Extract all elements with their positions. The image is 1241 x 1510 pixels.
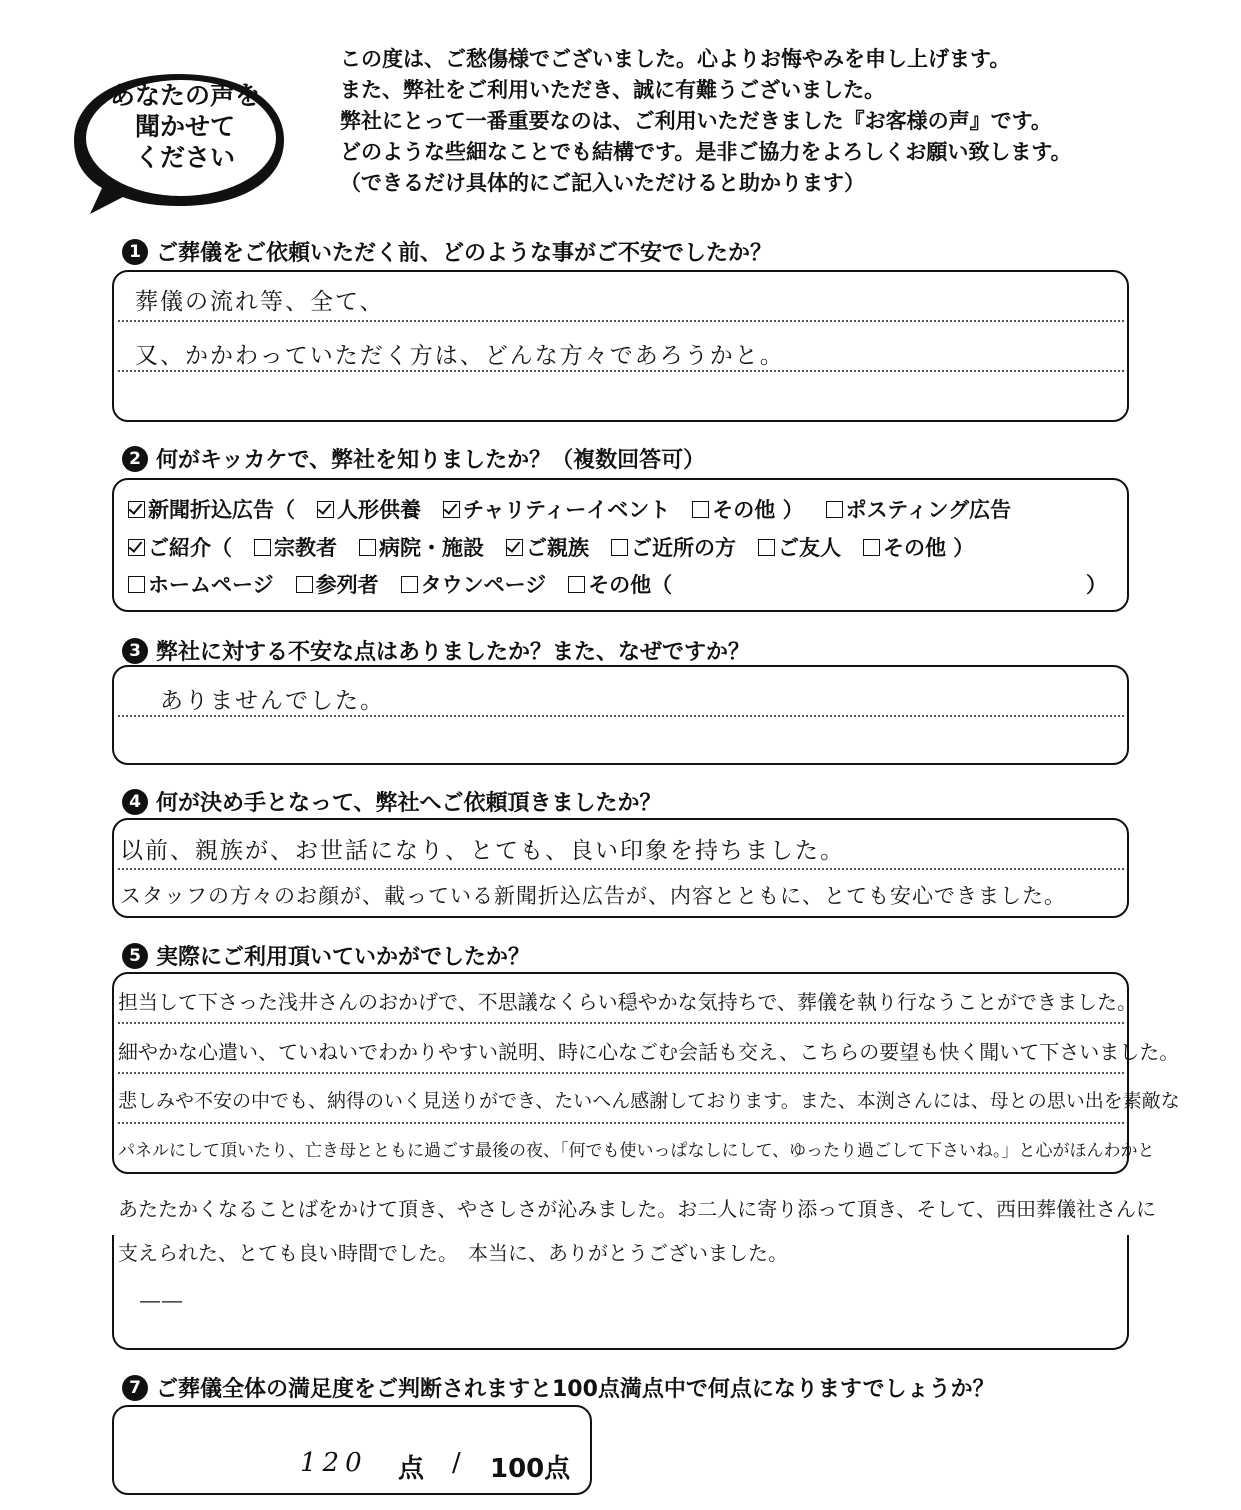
- question-2: 2 何がキッカケで、弊社を知りましたか？（複数回答可）: [122, 443, 705, 474]
- source-option[interactable]: [568, 569, 672, 599]
- checkbox-icon[interactable]: [443, 501, 460, 518]
- bubble-title: あなたの声を 聞かせて ください: [109, 81, 260, 172]
- source-option[interactable]: [692, 494, 803, 524]
- other-close-paren: ）: [1086, 573, 1107, 597]
- option-label: チャリティーイベント: [463, 498, 671, 522]
- score-value: 120: [300, 1448, 368, 1478]
- question-4: 4 何が決め手となって、弊社へご依頼頂きましたか？: [122, 786, 662, 817]
- checkbox-icon[interactable]: [254, 539, 271, 556]
- question-5: 5 実際にご利用頂いていかがでしたか？: [122, 940, 530, 971]
- source-option[interactable]: [128, 569, 274, 599]
- question-3: 3 弊社に対する不安な点はありましたか？また、なぜですか？: [122, 635, 750, 666]
- option-label: その他 ）: [712, 498, 804, 522]
- source-options-row-3: [128, 569, 694, 599]
- score-max: 100点: [490, 1454, 571, 1484]
- checkbox-icon[interactable]: [611, 539, 628, 556]
- source-options-row-1: [128, 494, 1033, 524]
- intro-text: この度は、ご愁傷様でございました。心よりお悔やみを申し上げます。 また、弊社をご利用いただき、誠に有難うございました。 弊社にとって一番重要なのは、ご利用いただきました『お客様の声』です。 どのような些細なことでも結構です。是非ご協力をよろしくお願い致します。 （できるだけ具体的にご記入いただけると助かります）: [340, 47, 1072, 195]
- checkbox-icon[interactable]: [863, 539, 880, 556]
- option-label: 新聞折込広告（: [148, 498, 295, 522]
- question-number: 2: [122, 446, 148, 472]
- checkbox-icon[interactable]: [128, 501, 145, 518]
- checkbox-icon[interactable]: [317, 501, 334, 518]
- dotted-line: [118, 1072, 1124, 1074]
- source-option[interactable]: [863, 532, 974, 562]
- option-label: 宗教者: [274, 536, 337, 560]
- option-label: ご親族: [526, 536, 589, 560]
- option-label: ご紹介（: [148, 536, 232, 560]
- answer-5-line-2: 細やかな心遣い、ていねいでわかりやすい説明、時に心なごむ会話も交え、こちらの要望も快く聞いて下さいました。: [118, 1040, 1180, 1064]
- question-number: 5: [122, 943, 148, 969]
- question-1: 1 ご葬儀をご依頼いただく前、どのような事がご不安でしたか？: [122, 236, 772, 267]
- source-option[interactable]: [128, 494, 295, 524]
- option-label: その他 ）: [883, 536, 975, 560]
- source-option[interactable]: [128, 532, 232, 562]
- source-option[interactable]: [296, 569, 379, 599]
- checkbox-icon[interactable]: [826, 501, 843, 518]
- source-option[interactable]: [254, 532, 337, 562]
- dotted-line: [118, 1122, 1124, 1124]
- question-number: 4: [122, 789, 148, 815]
- source-option[interactable]: [359, 532, 484, 562]
- checkbox-icon[interactable]: [401, 576, 418, 593]
- option-label: ご近所の方: [631, 536, 736, 560]
- answer-5-line-6: 支えられた、とても良い時間でした。 本当に、ありがとうございました。: [118, 1241, 788, 1265]
- dotted-line: [118, 715, 1124, 717]
- checkbox-icon[interactable]: [128, 539, 145, 556]
- answer-5-line-5: あたたかくなることばをかけて頂き、やさしさが沁みました。お二人に寄り添って頂き、そして、西田葬儀社さんに: [118, 1197, 1156, 1221]
- answer-1-line-2: 又、かかわっていただく方は、どんな方々であろうかと。: [135, 343, 785, 369]
- option-label: 病院・施設: [379, 536, 484, 560]
- answer-5-line-1: 担当して下さった浅井さんのおかげで、不思議なくらい穏やかな気持ちで、葬儀を執り行なうことができました。: [118, 990, 1137, 1014]
- checkbox-icon[interactable]: [128, 576, 145, 593]
- source-option[interactable]: [758, 532, 841, 562]
- question-number: 7: [122, 1375, 148, 1401]
- checkbox-icon[interactable]: [758, 539, 775, 556]
- score-slash: /: [452, 1448, 461, 1478]
- checkbox-icon[interactable]: [359, 539, 376, 556]
- answer-5-line-4: パネルにして頂いたり、亡き母とともに過ごす最後の夜、「何でも使いっぱなしにして、ゆったり過ごして下さいね。」と心がほんわかと: [118, 1141, 1155, 1161]
- answer-4-line-1: 以前、親族が、お世話になり、とても、良い印象を持ちました。: [120, 838, 845, 864]
- question-7: 7 ご葬儀全体の満足度をご判断されますと100点満点中で何点になりますでしょうか？: [122, 1372, 995, 1403]
- dotted-line: [118, 868, 1124, 870]
- checkbox-icon[interactable]: [568, 576, 585, 593]
- option-label: ポスティング広告: [845, 498, 1012, 522]
- answer-4-line-2: スタッフの方々のお顔が、載っている新聞折込広告が、内容とともに、とても安心できました。: [120, 884, 1066, 908]
- checkbox-icon[interactable]: [296, 576, 313, 593]
- source-option[interactable]: [401, 569, 547, 599]
- source-option[interactable]: [317, 494, 421, 524]
- answer-5-line-3: 悲しみや不安の中でも、納得のいく見送りができ、たいへん感謝しております。また、本渕さんには、母との思い出を素敵な: [118, 1090, 1180, 1112]
- answer-1-line-1: 葬儀の流れ等、全て、: [135, 289, 385, 315]
- source-option[interactable]: [826, 494, 1011, 524]
- score-unit: 点: [398, 1454, 425, 1484]
- option-label: 参列者: [315, 573, 379, 597]
- answer-3: ありませんでした。: [160, 688, 385, 714]
- source-option[interactable]: [611, 532, 736, 562]
- option-label: その他（: [588, 573, 673, 597]
- source-option[interactable]: [506, 532, 589, 562]
- option-label: 人形供養: [337, 498, 421, 522]
- source-options-row-2: [128, 532, 996, 562]
- dotted-line: [118, 320, 1124, 322]
- question-number: 1: [122, 239, 148, 265]
- dotted-line: [118, 1022, 1124, 1024]
- dotted-line: [118, 370, 1124, 372]
- source-option[interactable]: [443, 494, 670, 524]
- option-label: ホームページ: [148, 573, 274, 597]
- answer-5-line-7: ――: [140, 1288, 184, 1312]
- question-number: 3: [122, 638, 148, 664]
- option-label: ご友人: [778, 536, 841, 560]
- checkbox-icon[interactable]: [506, 539, 523, 556]
- checkbox-icon[interactable]: [692, 501, 709, 518]
- option-label: タウンページ: [420, 573, 547, 597]
